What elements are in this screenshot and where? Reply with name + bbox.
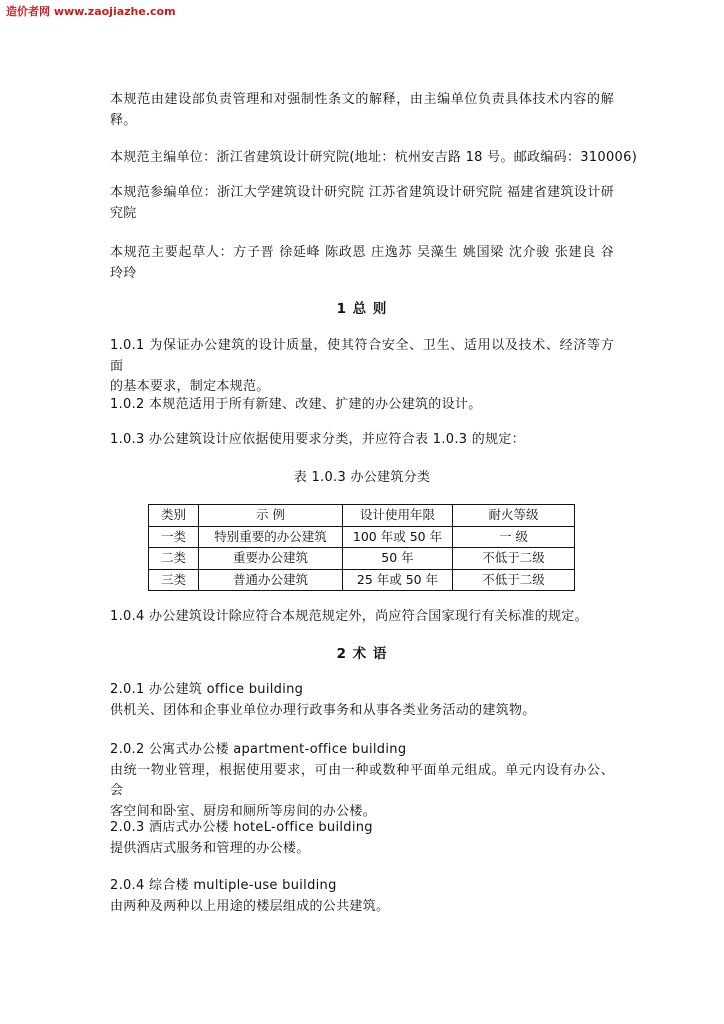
text-line: 1.0.2 本规范适用于所有新建、改建、扩建的办公建筑的设计。 bbox=[110, 397, 482, 412]
table-cell: 50 年 bbox=[343, 548, 453, 570]
term-title: 2.0.4 综合楼 multiple-use building bbox=[110, 878, 337, 893]
text-line: 本规范主编单位：浙江省建筑设计研究院(地址：杭州安吉路 18 号。邮政编码：310006) bbox=[110, 150, 638, 165]
table-cell: 普通办公建筑 bbox=[199, 569, 343, 591]
header-cell: 示 例 bbox=[199, 505, 343, 527]
table-cell: 一类 bbox=[149, 526, 199, 548]
table-header-row bbox=[149, 505, 575, 527]
preface-paragraph-participating-units bbox=[110, 183, 614, 224]
table-cell: 重要办公建筑 bbox=[199, 548, 343, 570]
text-line: 本规范由建设部负责管理和对强制性条文的解释，由主编单位负责具体技术内容的解 bbox=[110, 92, 614, 107]
preface-paragraph-chief-unit bbox=[110, 148, 638, 169]
table-cell: 不低于二级 bbox=[453, 548, 575, 570]
clause-1-0-3 bbox=[110, 430, 614, 451]
header-cell: 耐火等级 bbox=[453, 505, 575, 527]
chapter-2-heading: 2 术 语 bbox=[336, 646, 388, 662]
preface-paragraph-management bbox=[110, 90, 614, 131]
header-cell: 类别 bbox=[149, 505, 199, 527]
table-cell: 三类 bbox=[149, 569, 199, 591]
text-line: 本规范主要起草人：方子晋 徐延峰 陈政恩 庄逸苏 吴藻生 姚国梁 沈介骏 张建良 谷 bbox=[110, 245, 614, 260]
text-line: 1.0.4 办公建筑设计除应符合本规范规定外，尚应符合国家现行有关标准的规定。 bbox=[110, 609, 588, 624]
term-definition: 供机关、团体和企事业单位办理行政事务和从事各类业务活动的建筑物。 bbox=[110, 702, 536, 718]
term-definition: 由统一物业管理，根据使用要求，可由一种或数种平面单元组成。单元内设有办公、会 bbox=[110, 762, 614, 798]
term-title: 2.0.3 酒店式办公楼 hoteL-office building bbox=[110, 820, 373, 835]
term-title: 2.0.2 公寓式办公楼 apartment-office building bbox=[110, 742, 407, 757]
site-watermark-link[interactable]: 造价者网 www.zaojiazhe.com bbox=[6, 5, 176, 18]
clause-1-0-1 bbox=[110, 336, 614, 398]
table-cell: 一 级 bbox=[453, 526, 575, 548]
clause-1-0-2 bbox=[110, 395, 614, 416]
term-2-0-3 bbox=[110, 818, 614, 859]
term-2-0-4 bbox=[110, 876, 614, 917]
table-cell: 100 年或 50 年 bbox=[343, 526, 453, 548]
text-line: 1.0.3 办公建筑设计应依据使用要求分类，并应符合表 1.0.3 的规定： bbox=[110, 432, 525, 447]
chapter-1-heading: 1 总 则 bbox=[336, 301, 388, 317]
clause-1-0-4 bbox=[110, 607, 614, 628]
table-cell: 不低于二级 bbox=[453, 569, 575, 591]
header-cell: 设计使用年限 bbox=[343, 505, 453, 527]
table-caption: 表 1.0.3 办公建筑分类 bbox=[293, 470, 431, 485]
table-cell: 25 年或 50 年 bbox=[343, 569, 453, 591]
text-line: 究院 bbox=[110, 205, 137, 221]
text-line: 1.0.1 为保证办公建筑的设计质量，使其符合安全、卫生、适用以及技术、经济等方面 bbox=[110, 338, 614, 374]
table-cell: 二类 bbox=[149, 548, 199, 570]
preface-paragraph-drafters bbox=[110, 243, 614, 284]
table-cell: 特别重要的办公建筑 bbox=[199, 526, 343, 548]
term-2-0-1 bbox=[110, 680, 614, 721]
term-definition: 提供酒店式服务和管理的办公楼。 bbox=[110, 840, 310, 856]
text-line: 释。 bbox=[110, 112, 137, 128]
term-2-0-2 bbox=[110, 740, 614, 822]
term-definition: 由两种及两种以上用途的楼层组成的公共建筑。 bbox=[110, 898, 390, 914]
table-row bbox=[149, 548, 575, 570]
office-building-classification-table bbox=[148, 504, 575, 591]
text-line: 的基本要求，制定本规范。 bbox=[110, 379, 270, 394]
table-row bbox=[149, 526, 575, 548]
term-definition: 客空间和卧室、厨房和厕所等房间的办公楼。 bbox=[110, 803, 377, 819]
text-line: 本规范参编单位：浙江大学建筑设计研究院 江苏省建筑设计研究院 福建省建筑设计研 bbox=[110, 185, 614, 200]
table-row bbox=[149, 569, 575, 591]
text-line: 玲玲 bbox=[110, 265, 137, 281]
term-title: 2.0.1 办公建筑 office building bbox=[110, 682, 304, 697]
